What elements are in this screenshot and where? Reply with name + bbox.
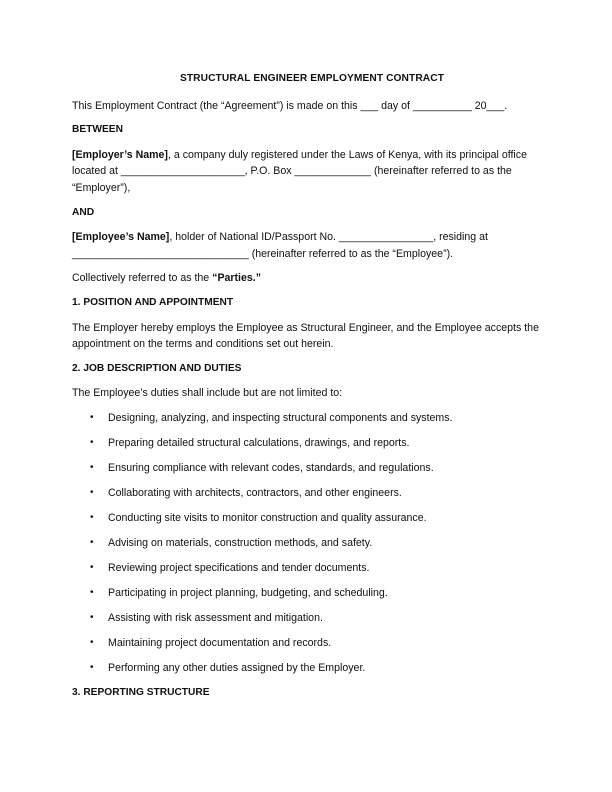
collectively-text: Collectively referred to as the bbox=[72, 272, 213, 285]
employer-name-placeholder: [Employer’s Name] bbox=[72, 148, 168, 161]
employee-details: , holder of National ID/Passport No. ________________, residing at ______________________________ (hereinafter referred to as the “Employee”). bbox=[72, 231, 488, 260]
bullet-icon: • bbox=[90, 536, 94, 548]
duties-list bbox=[72, 410, 552, 676]
bullet-icon: • bbox=[90, 586, 94, 598]
parties-label: “Parties.” bbox=[212, 272, 262, 285]
bullet-icon: • bbox=[90, 561, 94, 573]
between-label: BETWEEN bbox=[72, 124, 123, 136]
bullet-icon: • bbox=[90, 411, 94, 423]
bullet-icon: • bbox=[90, 511, 94, 523]
bullet-icon: • bbox=[90, 486, 94, 498]
list-item bbox=[72, 435, 552, 452]
duty-text: Ensuring compliance with relevant codes, standards, and regulations. bbox=[108, 461, 434, 474]
list-item bbox=[72, 535, 552, 552]
bullet-icon: • bbox=[90, 636, 94, 648]
bullet-icon: • bbox=[90, 436, 94, 448]
duty-text: Reviewing project specifications and tender documents. bbox=[108, 561, 370, 574]
employee-name-placeholder: [Employee’s Name] bbox=[72, 231, 170, 244]
list-item bbox=[72, 510, 552, 527]
bullet-icon: • bbox=[90, 461, 94, 473]
section-body-position: The Employer hereby employs the Employee as Structural Engineer, and the Employee accepts the appointment on the terms and conditions set out herein. bbox=[72, 321, 539, 351]
collectively-paragraph bbox=[72, 270, 552, 287]
and-label: AND bbox=[72, 206, 95, 218]
document-title: STRUCTURAL ENGINEER EMPLOYMENT CONTRACT bbox=[179, 73, 445, 84]
section-heading-duties: 2. JOB DESCRIPTION AND DUTIES bbox=[72, 362, 242, 374]
duty-text: Collaborating with architects, contractors, and other engineers. bbox=[108, 486, 402, 499]
bullet-icon: • bbox=[90, 611, 94, 623]
duty-text: Conducting site visits to monitor construction and quality assurance. bbox=[108, 511, 427, 524]
list-item bbox=[72, 585, 552, 602]
list-item bbox=[72, 460, 552, 477]
bullet-icon: • bbox=[90, 661, 94, 673]
duty-text: Designing, analyzing, and inspecting structural components and systems. bbox=[108, 411, 453, 424]
list-item bbox=[72, 410, 552, 427]
duty-text: Performing any other duties assigned by the Employer. bbox=[108, 661, 366, 674]
list-item bbox=[72, 560, 552, 577]
section-heading-reporting: 3. REPORTING STRUCTURE bbox=[72, 686, 210, 698]
employer-paragraph bbox=[72, 147, 552, 197]
list-item bbox=[72, 485, 552, 502]
list-item bbox=[72, 660, 552, 677]
list-item bbox=[72, 635, 552, 652]
duty-text: Maintaining project documentation and records. bbox=[108, 636, 332, 649]
duty-text: Preparing detailed structural calculations, drawings, and reports. bbox=[108, 436, 410, 449]
section-heading-position: 1. POSITION AND APPOINTMENT bbox=[72, 296, 234, 308]
intro-paragraph: This Employment Contract (the “Agreement”) is made on this ___ day of __________ 20___. bbox=[72, 99, 508, 112]
duty-text: Assisting with risk assessment and mitigation. bbox=[108, 611, 323, 624]
duty-text: Advising on materials, construction methods, and safety. bbox=[108, 536, 373, 549]
employer-details: , a company duly registered under the Laws of Kenya, with its principal office located at _____________________, P.O. Box _____________ (hereinafter referred to as the “Employer”), bbox=[72, 148, 527, 194]
employee-paragraph bbox=[72, 229, 552, 262]
section-body-duties: The Employee’s duties shall include but are not limited to: bbox=[72, 387, 343, 400]
list-item bbox=[72, 610, 552, 627]
duty-text: Participating in project planning, budgeting, and scheduling. bbox=[108, 586, 388, 599]
